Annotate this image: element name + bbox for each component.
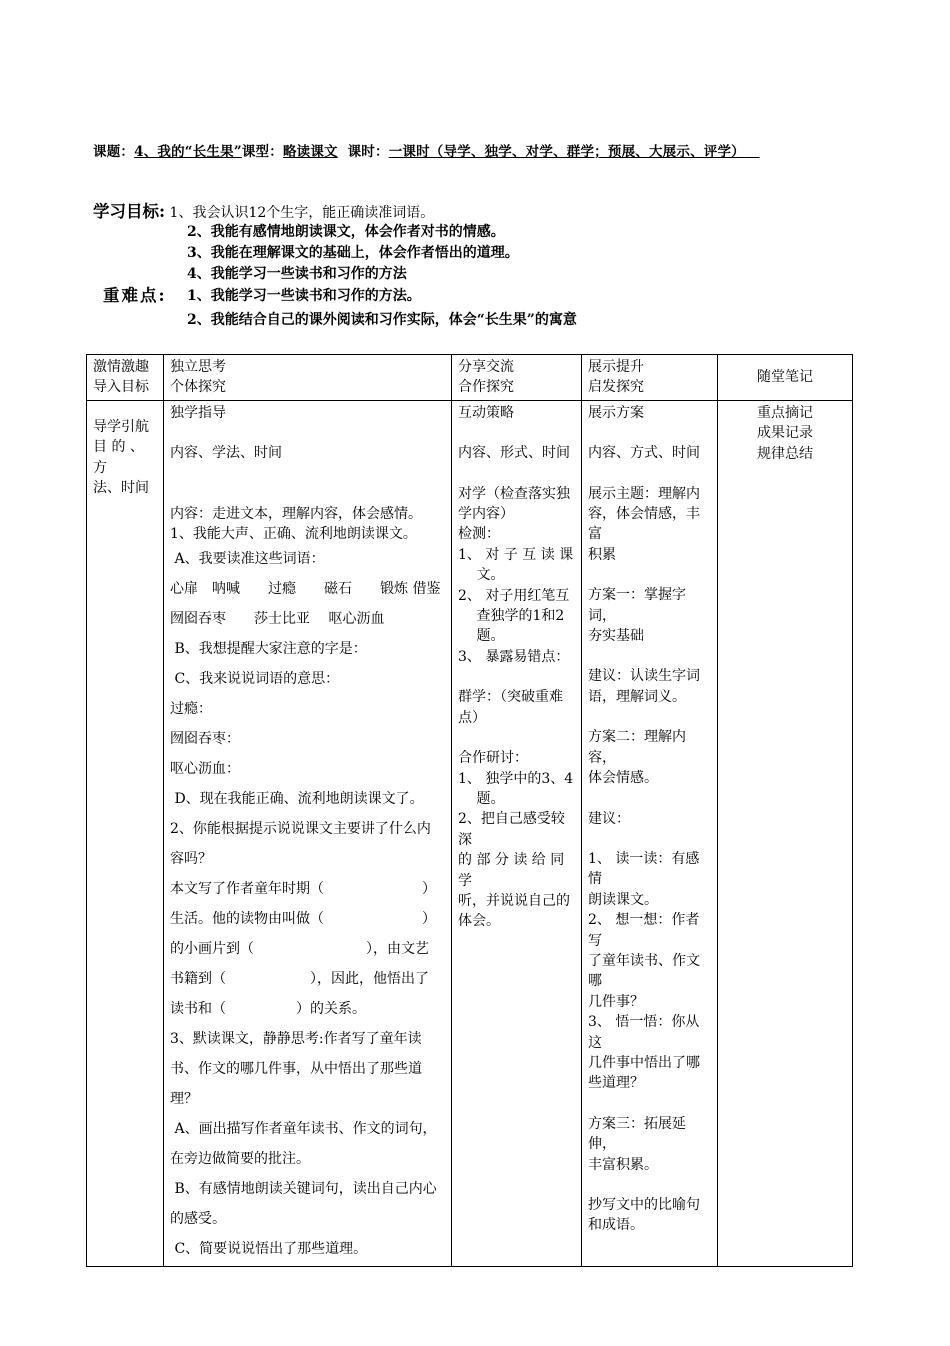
cell-text: 激情激趣 xyxy=(93,359,149,375)
cell-text: 法、时间 xyxy=(93,480,149,497)
cell-text: 读书和（ ）的关系。 xyxy=(170,1001,366,1018)
cell-text: 内容、学法、时间 xyxy=(170,445,282,462)
goal-item: 1、我会认识12个生字，能正确读准词语。 xyxy=(169,205,435,221)
cell-text: 抄写文中的比喻句 xyxy=(588,1197,700,1213)
cell-text: 个体探究 xyxy=(170,379,226,396)
header-label: 课题： xyxy=(93,144,135,160)
cell-text: 展示方案 xyxy=(588,404,644,421)
cell-text: 文。 xyxy=(458,567,505,584)
period-label: 课时： xyxy=(347,144,389,160)
cell-text: 随堂笔记 xyxy=(757,369,813,386)
cell-text: 2、 想一想：作者写 xyxy=(588,912,700,949)
header-cell xyxy=(582,355,718,401)
cell-text: 导入目标 xyxy=(93,379,149,396)
cell-text: A、我要读准这些词语： xyxy=(174,551,325,568)
cell-text: 规律总结 xyxy=(757,445,813,462)
cell-text: 合作研讨： xyxy=(458,750,528,767)
cell-text: 听，并说说自己的 xyxy=(458,892,570,909)
cell-text: 目 的 、方 xyxy=(93,439,144,476)
cell-text: 和成语。 xyxy=(588,1217,644,1234)
cell-text: 展示提升 xyxy=(588,359,644,375)
cell-text: 丰富积累。 xyxy=(588,1156,658,1173)
key-label: 重难点: xyxy=(103,286,167,305)
cell-text: 3、默读课文，静静思考:作者写了童年读 xyxy=(170,1031,422,1048)
cell-text: 呕心沥血： xyxy=(170,761,240,778)
cell-text: 检测： xyxy=(458,526,500,543)
notes-cell xyxy=(718,400,853,1267)
lesson-type: 略读课文 xyxy=(282,144,338,160)
cell-text: 方案三：拓展延伸， xyxy=(588,1115,686,1153)
cell-text: A、画出描写作者童年读书、作文的词句， xyxy=(174,1121,437,1138)
cell-text: 独立思考 xyxy=(170,359,226,375)
interaction-cell xyxy=(452,400,582,1267)
header-cell xyxy=(718,355,853,401)
cell-text: 对学（检查落实独 xyxy=(458,485,570,502)
cell-text: 语，理解词义。 xyxy=(588,688,686,705)
cell-text: 学内容） xyxy=(458,506,514,523)
cell-text: 些道理？ xyxy=(588,1075,644,1092)
type-label: 课型： xyxy=(241,144,283,160)
table-header-row xyxy=(87,355,853,401)
cell-text: 建议：认读生字词 xyxy=(588,668,700,685)
cell-text: 囫囵吞枣 莎士比亚 呕心沥血 xyxy=(170,611,385,628)
cell-text: 3、 暴露易错点： xyxy=(458,648,570,665)
cell-text: 内容、方式、时间 xyxy=(588,445,700,462)
cell-text: 本文写了作者童年时期（ ） xyxy=(170,881,436,898)
cell-text: 题。 xyxy=(458,790,505,807)
cell-text: 书、作文的哪几件事，从中悟出了那些道 xyxy=(170,1061,422,1078)
header-cell xyxy=(452,355,582,401)
table-body-row xyxy=(87,400,853,1267)
cell-text: 几件事中悟出了哪 xyxy=(588,1054,700,1071)
cell-text: 方案二：理解内容， xyxy=(588,729,686,766)
header-cell xyxy=(164,355,452,401)
cell-text: 的感受。 xyxy=(170,1211,226,1228)
cell-text: 群学：（突破重难 xyxy=(458,689,563,706)
cell-text: B、有感情地朗读关键词句，读出自己内心 xyxy=(174,1181,437,1198)
cell-text: 了童年读书、作文哪 xyxy=(588,952,700,990)
cell-text: 展示主题：理解内 xyxy=(588,485,700,502)
cell-text: 体会。 xyxy=(458,913,500,930)
goals-first-line xyxy=(93,198,434,222)
showcase-cell xyxy=(582,400,718,1267)
guide-cell xyxy=(87,400,164,1267)
cell-text: 理？ xyxy=(170,1091,198,1108)
lesson-period: 一课时（导学、独学、对学、群学；预展、大展示、评学） xyxy=(388,144,745,160)
cell-text: 在旁边做简要的批注。 xyxy=(170,1151,310,1168)
cell-text: 囫囵吞枣： xyxy=(170,731,240,748)
lesson-title: 4、我的“长生果” xyxy=(134,144,242,160)
goal-item: 3、我能在理解课文的基础上，体会作者悟出的道理。 xyxy=(187,245,519,261)
goals-label: 学习目标: xyxy=(93,202,166,221)
cell-text: 的 部 分 读 给 同 学 xyxy=(458,852,565,889)
cell-text: D、现在我能正确、流利地朗读课文了。 xyxy=(174,791,424,808)
cell-text: 体会情感。 xyxy=(588,770,658,787)
header-cell xyxy=(87,355,164,401)
goal-item: 2、我能有感情地朗读课文，体会作者对书的情感。 xyxy=(187,224,505,240)
self-study-title: 独学指导 xyxy=(170,404,226,421)
cell-text: 几件事？ xyxy=(588,993,644,1010)
cell-text: 3、 悟一悟：你从这 xyxy=(588,1014,700,1051)
cell-text: 2、你能根据提示说说课文主要讲了什么内 xyxy=(170,821,431,838)
key-item: 2、我能结合自己的课外阅读和习作实际，体会“长生果”的寓意 xyxy=(187,312,577,328)
cell-text: 导学引航 xyxy=(93,418,149,435)
cell-text: 1、我能大声、正确、流利地朗读课文。 xyxy=(170,526,417,543)
cell-text: 查独学的1和2 xyxy=(458,608,565,625)
cell-text: 启发探究 xyxy=(588,379,644,396)
cell-text: 分享交流 xyxy=(458,359,514,375)
cell-text: 过瘾： xyxy=(170,701,212,718)
cell-text: 2、把自己感受较深 xyxy=(458,811,565,848)
cell-text: 合作探究 xyxy=(458,379,514,396)
cell-text: 朗读课文。 xyxy=(588,891,658,908)
cell-text: 题。 xyxy=(458,628,505,645)
cell-text: 容，体会情感，丰富 xyxy=(588,506,700,543)
cell-text: 建议： xyxy=(588,810,630,827)
cell-text: 积累 xyxy=(588,546,616,563)
cell-text: 生活。他的读物由叫做（ ） xyxy=(170,911,436,928)
cell-text: 点） xyxy=(458,709,486,726)
cell-text: 重点摘记 xyxy=(757,404,813,421)
cell-text: C、我来说说词语的意思： xyxy=(174,671,340,688)
lesson-header xyxy=(93,140,760,160)
cell-text: 互动策略 xyxy=(458,404,514,421)
cell-text: B、我想提醒大家注意的字是： xyxy=(174,641,367,658)
lesson-plan-table xyxy=(86,354,853,1267)
cell-text: 的小画片到（ ），由文艺 xyxy=(170,941,429,958)
cell-text: 内容、形式、时间 xyxy=(458,445,570,462)
cell-text: 内容：走进文本，理解内容，体会感情。 xyxy=(170,505,422,522)
cell-text: 方案一：掌握字词， xyxy=(588,587,686,624)
cell-text: 容吗？ xyxy=(170,851,212,868)
cell-text: 1、 独学中的3、4 xyxy=(458,770,574,787)
cell-text: 夯实基础 xyxy=(588,628,644,645)
cell-text: 1、 读一读：有感情 xyxy=(588,850,700,888)
goal-item: 4、我能学习一些读书和习作的方法 xyxy=(187,266,407,282)
cell-text: 2、 对子用红笔互 xyxy=(458,587,570,604)
cell-text: C、简要说说悟出了那些道理。 xyxy=(174,1241,368,1258)
cell-text: 1、 对 子 互 读 课 xyxy=(458,546,574,563)
cell-text: 成果记录 xyxy=(757,425,813,442)
key-item: 1、我能学习一些读书和习作的方法。 xyxy=(187,288,421,304)
cell-text: 心扉 呐喊 过瘾 磁石 锻炼 借鉴 xyxy=(170,581,441,598)
cell-text: 书籍到（ ），因此，他悟出了 xyxy=(170,971,429,988)
self-study-cell xyxy=(164,400,452,1267)
